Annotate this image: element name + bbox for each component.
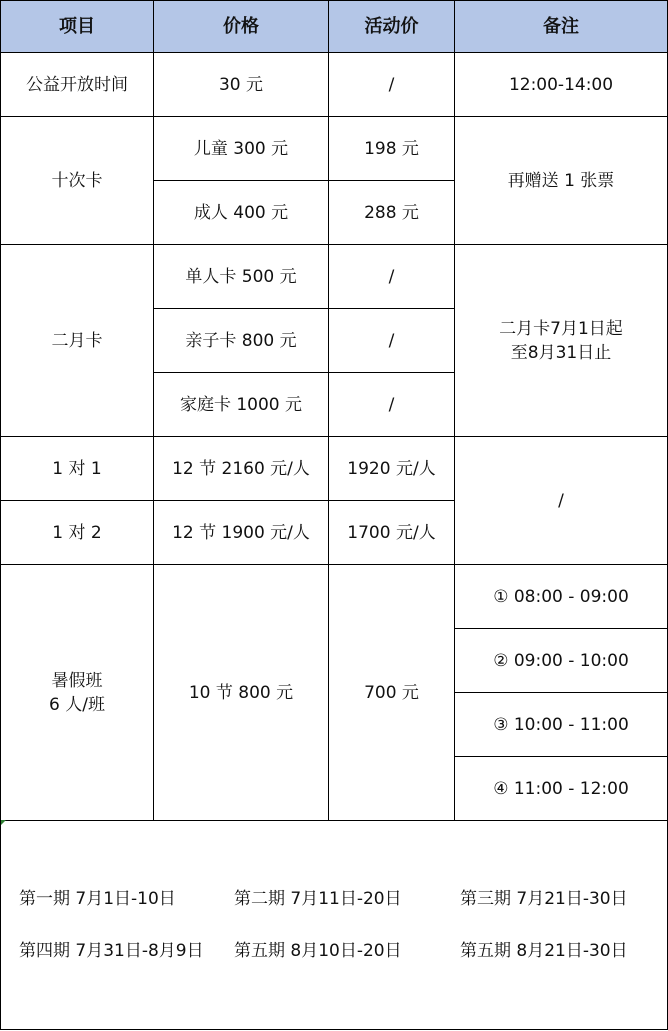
table-row-one-on-one <box>1 437 668 501</box>
period-4: 第四期 7月31日-8月9日 <box>19 941 204 961</box>
period-schedule <box>0 820 668 1030</box>
table-row-ten-card-child <box>1 117 668 181</box>
one-on-one-price: 12 节 2160 元/人 <box>154 437 329 501</box>
ten-card-item: 十次卡 <box>1 117 154 245</box>
public-open-promo: / <box>329 53 455 117</box>
ten-card-note: 再赠送 1 张票 <box>455 117 668 245</box>
ten-card-adult-promo: 288 元 <box>329 181 455 245</box>
two-month-note-line2: 至8月31日止 <box>510 342 612 363</box>
period-5: 第五期 8月10日-20日 <box>234 941 402 961</box>
summer-slot-3: ③ 10:00 - 11:00 <box>455 693 668 757</box>
two-month-note-line1: 二月卡7月1日起 <box>499 318 623 339</box>
public-open-price: 30 元 <box>154 53 329 117</box>
period-3: 第三期 7月21日-30日 <box>460 889 628 909</box>
public-open-note: 12:00-14:00 <box>455 53 668 117</box>
one-on-two-item: 1 对 2 <box>1 501 154 565</box>
header-price: 价格 <box>154 1 329 53</box>
header-promo-price: 活动价 <box>329 1 455 53</box>
ten-card-child-promo: 198 元 <box>329 117 455 181</box>
two-month-family-price: 家庭卡 1000 元 <box>154 373 329 437</box>
table-row-public-open <box>1 53 668 117</box>
ten-card-adult-price: 成人 400 元 <box>154 181 329 245</box>
one-on-two-promo: 1700 元/人 <box>329 501 455 565</box>
two-month-single-price: 单人卡 500 元 <box>154 245 329 309</box>
summer-slot-4: ④ 11:00 - 12:00 <box>455 757 668 821</box>
cell-corner-mark <box>1 820 6 825</box>
summer-slot-2: ② 09:00 - 10:00 <box>455 629 668 693</box>
period-2: 第二期 7月11日-20日 <box>234 889 402 909</box>
header-note: 备注 <box>455 1 668 53</box>
header-row <box>1 1 668 53</box>
two-month-single-promo: / <box>329 245 455 309</box>
public-open-item: 公益开放时间 <box>1 53 154 117</box>
private-lesson-note: / <box>455 437 668 565</box>
two-month-parent-child-price: 亲子卡 800 元 <box>154 309 329 373</box>
two-month-card-item: 二月卡 <box>1 245 154 437</box>
summer-class-item <box>1 565 154 821</box>
one-on-one-item: 1 对 1 <box>1 437 154 501</box>
ten-card-child-price: 儿童 300 元 <box>154 117 329 181</box>
summer-class-item-line2: 6 人/班 <box>49 694 105 715</box>
two-month-parent-child-promo: / <box>329 309 455 373</box>
one-on-one-promo: 1920 元/人 <box>329 437 455 501</box>
summer-class-item-line1: 暑假班 <box>51 670 103 691</box>
header-item: 项目 <box>1 1 154 53</box>
table-row-two-month-single <box>1 245 668 309</box>
period-6: 第五期 8月21日-30日 <box>460 941 628 961</box>
period-1: 第一期 7月1日-10日 <box>19 889 176 909</box>
two-month-family-promo: / <box>329 373 455 437</box>
summer-slot-1: ① 08:00 - 09:00 <box>455 565 668 629</box>
one-on-two-price: 12 节 1900 元/人 <box>154 501 329 565</box>
table-row-summer-slot-1 <box>1 565 668 629</box>
summer-class-price: 10 节 800 元 <box>154 565 329 821</box>
two-month-card-note <box>455 245 668 437</box>
summer-class-promo: 700 元 <box>329 565 455 821</box>
